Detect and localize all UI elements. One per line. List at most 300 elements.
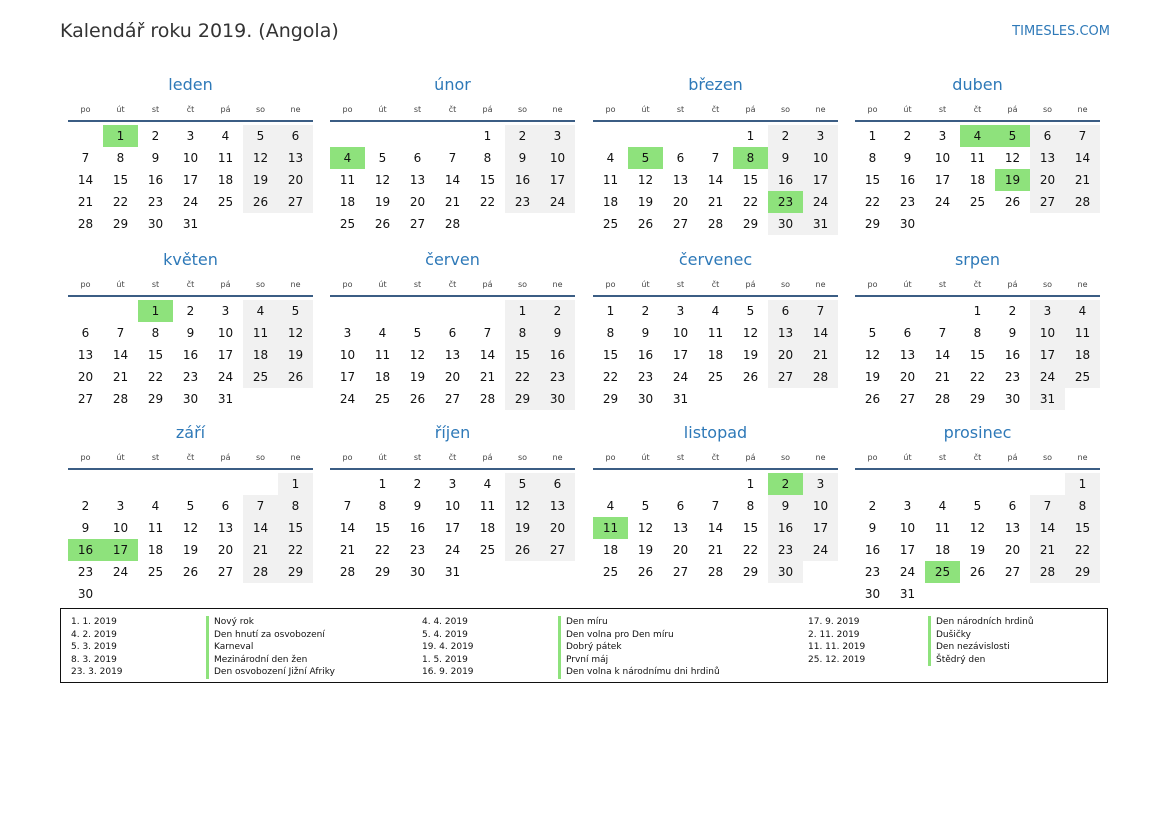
day-cell: 20 (217, 543, 234, 557)
day-cell: 17 (540, 169, 575, 191)
weekday-header (330, 446, 575, 470)
weekday-header (593, 446, 838, 470)
weekday-label: po (867, 453, 878, 462)
day-cell: 11 (339, 173, 356, 187)
day-grid (855, 473, 1100, 605)
day-cell: 21 (934, 370, 951, 384)
legend-holiday-name: Den volna pro Den míru (558, 629, 720, 642)
day-grid (68, 473, 313, 605)
day-cell: 22 (278, 539, 313, 561)
day-cell: 16 (1004, 348, 1021, 362)
day-cell: 13 (77, 348, 94, 362)
empty-cell (365, 300, 400, 322)
day-cell: 14 (1065, 147, 1100, 169)
weekday-label: út (116, 280, 125, 289)
day-cell: 9 (768, 495, 803, 517)
day-cell: 12 (505, 495, 540, 517)
day-cell: 15 (278, 517, 313, 539)
empty-cell (628, 473, 663, 495)
day-cell: 9 (1008, 326, 1017, 340)
day-cell: 21 (479, 370, 496, 384)
day-cell: 1 (973, 304, 982, 318)
legend-holiday-name: Mezinárodní den žen (206, 654, 335, 667)
day-cell: 21 (803, 344, 838, 366)
day-cell: 14 (479, 348, 496, 362)
day-cell: 30 (540, 388, 575, 410)
day-cell: 4 (378, 326, 387, 340)
weekday-label: út (378, 453, 387, 462)
day-cell: 3 (116, 499, 125, 513)
day-cell: 26 (374, 217, 391, 231)
day-cell: 8 (151, 326, 160, 340)
day-cell: 17 (803, 169, 838, 191)
site-link[interactable]: TIMESLES.COM (1012, 24, 1110, 39)
day-cell: 15 (864, 173, 881, 187)
day-cell: 23 (637, 370, 654, 384)
day-grid (68, 125, 313, 235)
empty-cell (243, 473, 278, 495)
day-cell: 9 (768, 147, 803, 169)
day-cell: 13 (278, 147, 313, 169)
day-cell: 2 (903, 129, 912, 143)
day-cell: 9 (413, 499, 422, 513)
legend-holiday-name: Den míru (558, 616, 720, 629)
weekday-label: pá (745, 105, 756, 114)
month-říjen (330, 422, 575, 583)
day-cell: 18 (602, 195, 619, 209)
day-cell: 24 (217, 370, 234, 384)
day-cell: 20 (278, 169, 313, 191)
day-cell: 4 (151, 499, 160, 513)
legend-holiday-name: První máj (558, 654, 720, 667)
empty-cell (173, 473, 208, 495)
month-srpen (855, 249, 1100, 410)
day-cell: 10 (217, 326, 234, 340)
legend-col-2-names (558, 616, 720, 679)
day-cell: 1 (868, 129, 877, 143)
day-cell: 8 (278, 495, 313, 517)
day-grid (330, 125, 575, 235)
weekday-label: ne (815, 280, 826, 289)
day-cell: 18 (602, 543, 619, 557)
holiday-day-cell: 11 (593, 517, 628, 539)
weekday-label: so (517, 280, 528, 289)
day-cell: 6 (1030, 125, 1065, 147)
day-cell: 12 (969, 521, 986, 535)
weekday-label: pá (482, 280, 493, 289)
weekday-label: st (676, 105, 685, 114)
day-cell: 28 (243, 561, 278, 583)
day-cell: 28 (803, 366, 838, 388)
day-cell: 10 (444, 499, 461, 513)
day-cell: 20 (672, 543, 689, 557)
day-cell: 27 (409, 217, 426, 231)
month-name: červen (425, 250, 480, 269)
weekday-header (68, 446, 313, 470)
day-cell: 29 (1065, 561, 1100, 583)
empty-cell (698, 125, 733, 147)
day-cell: 19 (742, 348, 759, 362)
day-cell: 16 (505, 169, 540, 191)
day-cell: 26 (243, 191, 278, 213)
day-cell: 1 (483, 129, 492, 143)
day-cell: 14 (803, 322, 838, 344)
day-cell: 15 (969, 348, 986, 362)
day-cell: 23 (1004, 370, 1021, 384)
legend-holiday-name: Nový rok (206, 616, 335, 629)
legend-date: 4. 4. 2019 (422, 617, 468, 627)
day-cell: 10 (540, 147, 575, 169)
day-cell: 10 (672, 326, 689, 340)
day-cell: 10 (112, 521, 129, 535)
day-cell: 23 (77, 565, 94, 579)
day-cell: 13 (409, 173, 426, 187)
day-cell: 24 (803, 539, 838, 561)
day-cell: 8 (868, 151, 877, 165)
weekday-label: po (605, 453, 616, 462)
day-cell: 1 (378, 477, 387, 491)
day-cell: 28 (339, 565, 356, 579)
day-cell: 23 (147, 195, 164, 209)
day-grid (593, 473, 838, 583)
day-cell: 16 (637, 348, 654, 362)
day-cell: 6 (413, 151, 422, 165)
day-cell: 13 (540, 495, 575, 517)
day-cell: 23 (409, 543, 426, 557)
holiday-day-cell: 8 (733, 147, 768, 169)
day-cell: 22 (864, 195, 881, 209)
weekday-label: po (342, 105, 353, 114)
day-cell: 26 (969, 565, 986, 579)
empty-cell (1030, 473, 1065, 495)
day-cell: 7 (1065, 125, 1100, 147)
day-cell: 22 (742, 543, 759, 557)
month-name: březen (688, 75, 743, 94)
day-cell: 14 (444, 173, 461, 187)
day-cell: 24 (112, 565, 129, 579)
day-cell: 14 (707, 173, 724, 187)
legend-date: 19. 4. 2019 (422, 642, 474, 652)
day-cell: 25 (602, 565, 619, 579)
day-cell: 10 (1030, 322, 1065, 344)
day-cell: 26 (505, 539, 540, 561)
day-cell: 21 (243, 539, 278, 561)
day-cell: 27 (899, 392, 916, 406)
day-cell: 29 (374, 565, 391, 579)
weekday-label: so (780, 453, 791, 462)
day-cell: 22 (374, 543, 391, 557)
day-cell: 24 (899, 565, 916, 579)
day-cell: 4 (243, 300, 278, 322)
day-cell: 12 (637, 521, 654, 535)
day-cell: 25 (374, 392, 391, 406)
day-cell: 22 (505, 366, 540, 388)
weekday-label: pá (745, 280, 756, 289)
day-cell: 16 (768, 517, 803, 539)
day-cell: 30 (409, 565, 426, 579)
legend-holiday-name: Den hnutí za osvobození (206, 629, 335, 642)
empty-cell (400, 300, 435, 322)
day-cell: 6 (768, 300, 803, 322)
day-cell: 10 (339, 348, 356, 362)
legend-date: 1. 5. 2019 (422, 654, 468, 665)
weekday-label: út (378, 105, 387, 114)
day-cell: 19 (278, 344, 313, 366)
month-name: květen (163, 250, 218, 269)
legend-col-1-dates (71, 616, 123, 679)
empty-cell (855, 473, 890, 495)
day-cell: 24 (540, 191, 575, 213)
day-cell: 5 (243, 125, 278, 147)
weekday-label: st (938, 280, 947, 289)
day-cell: 18 (969, 173, 986, 187)
day-cell: 31 (803, 213, 838, 235)
day-cell: 4 (483, 477, 492, 491)
day-cell: 15 (374, 521, 391, 535)
day-cell: 2 (768, 125, 803, 147)
day-cell: 13 (1004, 521, 1021, 535)
holiday-day-cell: 4 (330, 147, 365, 169)
empty-cell (925, 473, 960, 495)
day-cell: 27 (1030, 191, 1065, 213)
month-únor (330, 74, 575, 235)
day-cell: 22 (742, 195, 759, 209)
day-cell: 28 (1065, 191, 1100, 213)
empty-cell (330, 473, 365, 495)
day-cell: 21 (77, 195, 94, 209)
holiday-legend (60, 608, 1108, 683)
day-cell: 9 (186, 326, 195, 340)
day-cell: 21 (339, 543, 356, 557)
weekday-label: čt (711, 105, 720, 114)
day-cell: 7 (116, 326, 125, 340)
weekday-label: so (1042, 280, 1053, 289)
day-cell: 31 (217, 392, 234, 406)
weekday-label: pá (482, 105, 493, 114)
weekday-label: ne (1077, 453, 1088, 462)
day-cell: 27 (77, 392, 94, 406)
month-červenec (593, 249, 838, 410)
day-cell: 17 (1030, 344, 1065, 366)
empty-cell (103, 473, 138, 495)
empty-cell (138, 473, 173, 495)
weekday-header (855, 273, 1100, 297)
weekday-label: ne (290, 280, 301, 289)
day-cell: 5 (505, 473, 540, 495)
day-cell: 2 (1008, 304, 1017, 318)
weekday-label: út (641, 105, 650, 114)
day-cell: 5 (868, 326, 877, 340)
day-cell: 12 (409, 348, 426, 362)
day-cell: 4 (1065, 300, 1100, 322)
day-cell: 19 (969, 543, 986, 557)
day-cell: 20 (444, 370, 461, 384)
month-prosinec (855, 422, 1100, 605)
day-cell: 2 (413, 477, 422, 491)
day-cell: 13 (672, 521, 689, 535)
day-cell: 3 (803, 473, 838, 495)
day-cell: 11 (707, 326, 724, 340)
legend-date: 16. 9. 2019 (422, 667, 474, 677)
day-cell: 17 (444, 521, 461, 535)
day-cell: 13 (1030, 147, 1065, 169)
empty-cell (663, 473, 698, 495)
day-cell: 1 (606, 304, 615, 318)
day-cell: 22 (479, 195, 496, 209)
day-cell: 6 (448, 326, 457, 340)
day-cell: 7 (938, 326, 947, 340)
day-cell: 16 (899, 173, 916, 187)
weekday-label: ne (815, 453, 826, 462)
day-cell: 21 (707, 195, 724, 209)
weekday-label: so (255, 453, 266, 462)
weekday-label: ne (290, 453, 301, 462)
empty-cell (435, 300, 470, 322)
day-cell: 20 (768, 344, 803, 366)
weekday-label: ne (290, 105, 301, 114)
day-cell: 26 (637, 217, 654, 231)
day-cell: 14 (1030, 517, 1065, 539)
day-cell: 13 (672, 173, 689, 187)
day-cell: 3 (803, 125, 838, 147)
day-cell: 26 (1004, 195, 1021, 209)
month-name: červenec (678, 250, 753, 269)
day-cell: 31 (899, 587, 916, 601)
weekday-label: po (867, 105, 878, 114)
day-cell: 30 (768, 213, 803, 235)
weekday-label: út (116, 453, 125, 462)
weekday-label: po (342, 280, 353, 289)
day-cell: 12 (243, 147, 278, 169)
day-cell: 4 (711, 304, 720, 318)
day-cell: 16 (409, 521, 426, 535)
day-cell: 13 (899, 348, 916, 362)
day-cell: 2 (505, 125, 540, 147)
day-cell: 12 (278, 322, 313, 344)
weekday-label: pá (220, 105, 231, 114)
legend-holiday-name: Dobrý pátek (558, 641, 720, 654)
weekday-label: so (1042, 105, 1053, 114)
day-cell: 11 (1065, 322, 1100, 344)
empty-cell (68, 125, 103, 147)
empty-cell (663, 125, 698, 147)
weekday-label: po (80, 280, 91, 289)
day-cell: 23 (768, 539, 803, 561)
holiday-day-cell: 2 (768, 473, 803, 495)
weekday-label: čt (711, 453, 720, 462)
weekday-label: so (255, 280, 266, 289)
day-cell: 29 (147, 392, 164, 406)
day-cell: 17 (934, 173, 951, 187)
day-cell: 23 (540, 366, 575, 388)
day-cell: 27 (672, 565, 689, 579)
weekday-label: po (342, 453, 353, 462)
holiday-day-cell: 1 (138, 300, 173, 322)
day-cell: 28 (444, 217, 461, 231)
day-cell: 17 (672, 348, 689, 362)
day-cell: 28 (112, 392, 129, 406)
day-cell: 29 (602, 392, 619, 406)
weekday-label: pá (482, 453, 493, 462)
holiday-day-cell: 5 (995, 125, 1030, 147)
legend-holiday-name: Den osvobození Jižní Afriky (206, 666, 335, 679)
empty-cell (593, 125, 628, 147)
empty-cell (628, 125, 663, 147)
day-cell: 26 (864, 392, 881, 406)
day-cell: 23 (864, 565, 881, 579)
day-cell: 8 (378, 499, 387, 513)
weekday-label: st (938, 453, 947, 462)
weekday-header (855, 98, 1100, 122)
day-cell: 29 (742, 217, 759, 231)
weekday-label: pá (220, 280, 231, 289)
day-cell: 14 (707, 521, 724, 535)
weekday-label: so (255, 105, 266, 114)
day-cell: 25 (479, 543, 496, 557)
day-cell: 28 (707, 217, 724, 231)
legend-date: 5. 3. 2019 (71, 642, 117, 652)
empty-cell (103, 300, 138, 322)
day-cell: 24 (672, 370, 689, 384)
day-cell: 24 (444, 543, 461, 557)
weekday-label: út (903, 280, 912, 289)
legend-date: 25. 12. 2019 (808, 654, 866, 665)
weekday-header (68, 98, 313, 122)
day-cell: 30 (637, 392, 654, 406)
day-cell: 16 (864, 543, 881, 557)
day-cell: 2 (540, 300, 575, 322)
holiday-day-cell: 4 (960, 125, 995, 147)
day-cell: 18 (934, 543, 951, 557)
day-cell: 14 (77, 173, 94, 187)
weekday-label: pá (1007, 453, 1018, 462)
day-cell: 26 (182, 565, 199, 579)
month-name: srpen (954, 250, 1001, 269)
day-cell: 18 (217, 173, 234, 187)
day-cell: 27 (540, 539, 575, 561)
weekday-header (330, 273, 575, 297)
day-cell: 27 (217, 565, 234, 579)
day-cell: 18 (707, 348, 724, 362)
weekday-header (330, 98, 575, 122)
holiday-day-cell: 17 (103, 539, 138, 561)
weekday-label: čt (973, 453, 982, 462)
empty-cell (365, 125, 400, 147)
day-cell: 8 (746, 499, 755, 513)
month-name: říjen (434, 423, 471, 442)
day-cell: 24 (934, 195, 951, 209)
day-cell: 10 (182, 151, 199, 165)
day-cell: 12 (182, 521, 199, 535)
empty-cell (995, 473, 1030, 495)
day-cell: 7 (343, 499, 352, 513)
day-cell: 19 (182, 543, 199, 557)
day-cell: 15 (112, 173, 129, 187)
day-cell: 21 (1065, 169, 1100, 191)
day-cell: 3 (221, 304, 230, 318)
day-cell: 18 (374, 370, 391, 384)
empty-cell (400, 125, 435, 147)
weekday-label: ne (815, 105, 826, 114)
day-cell: 30 (182, 392, 199, 406)
day-cell: 15 (742, 173, 759, 187)
day-cell: 7 (1030, 495, 1065, 517)
month-name: listopad (683, 423, 748, 442)
day-cell: 16 (540, 344, 575, 366)
day-cell: 6 (676, 499, 685, 513)
day-cell: 30 (147, 217, 164, 231)
weekday-label: pá (745, 453, 756, 462)
